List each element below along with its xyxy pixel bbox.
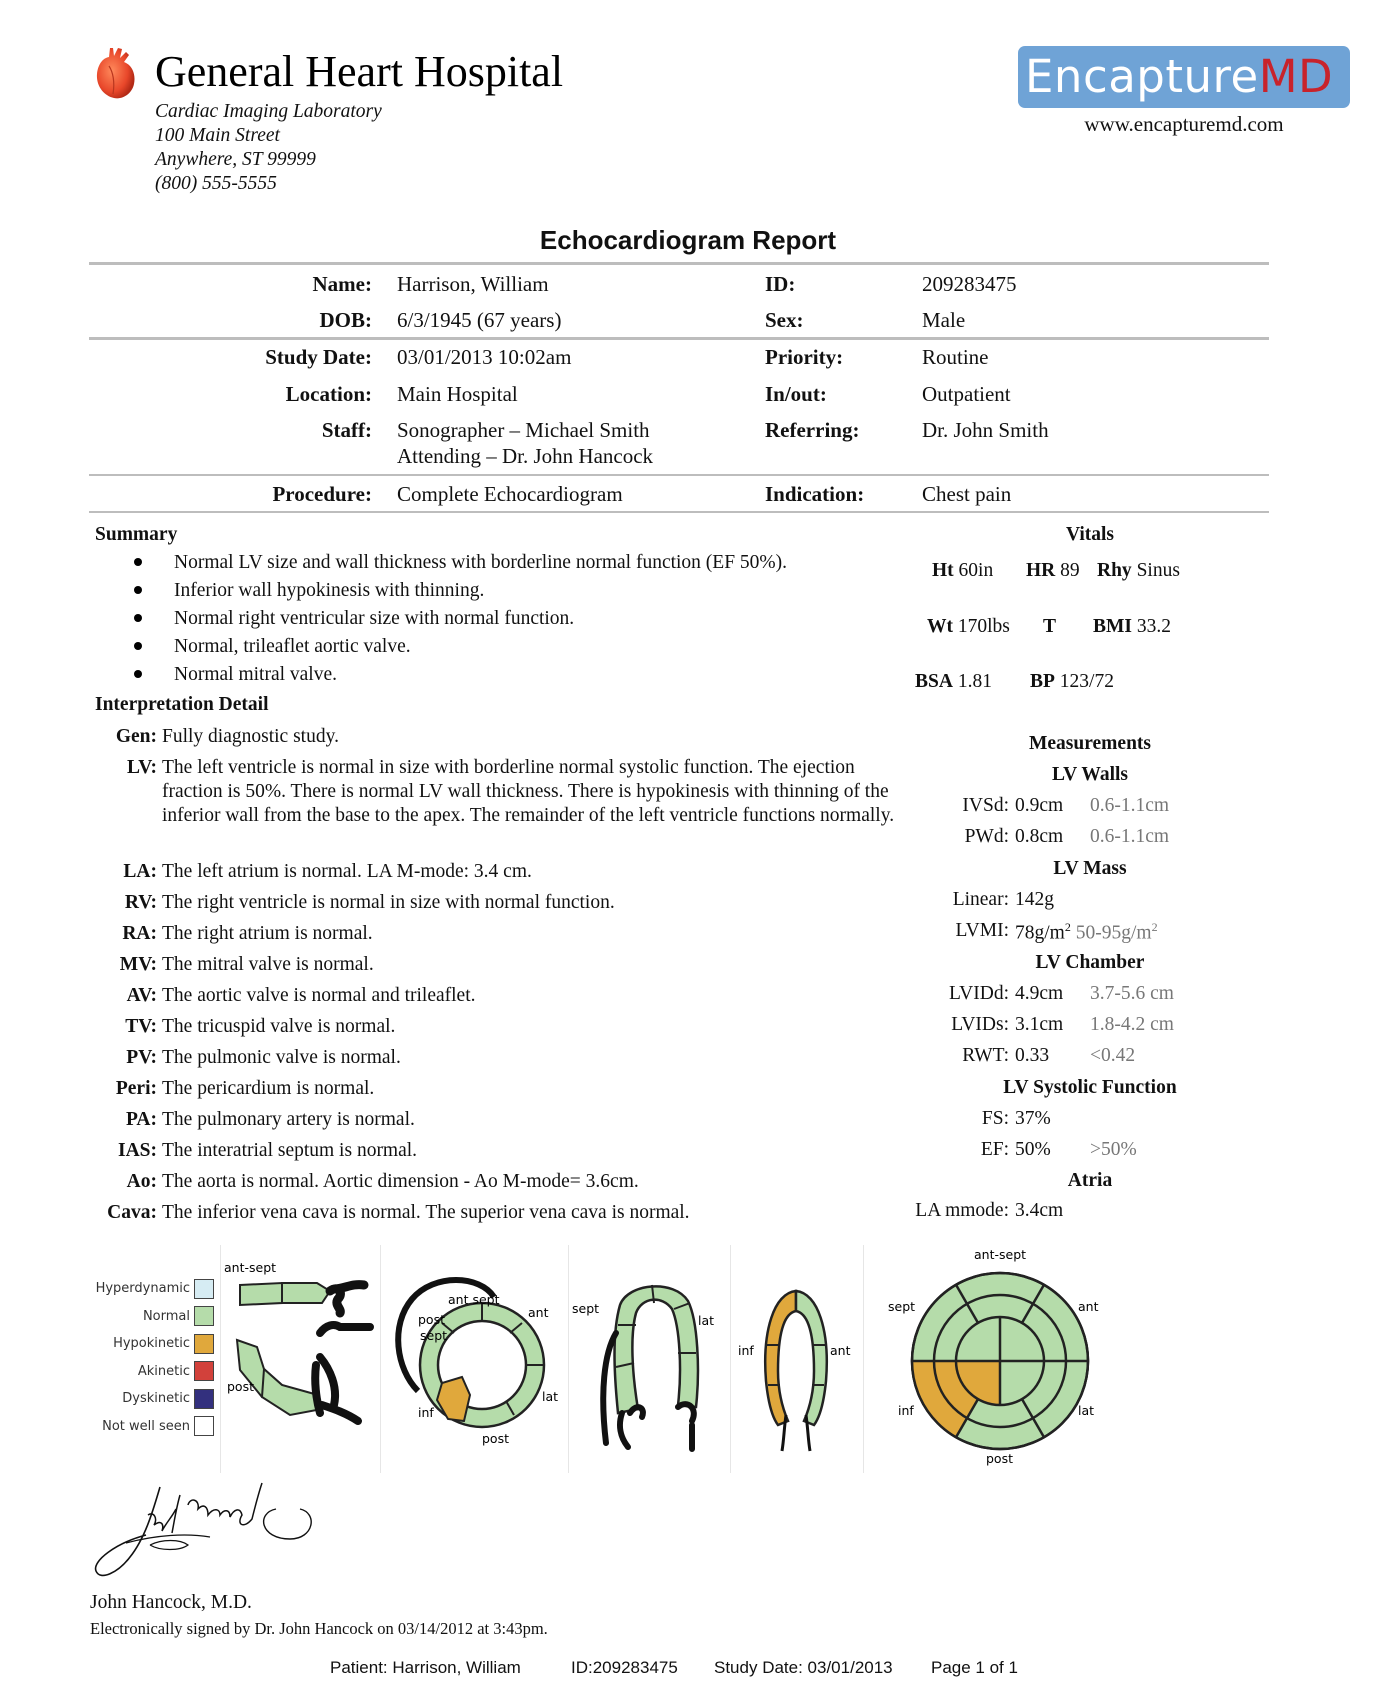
measure-lvmi: LVMI: $78g/m^2$ $50-95g/m^2$ [955,920,1158,944]
inout-label: In/out: [765,382,827,406]
panel-divider [380,1245,381,1473]
brand-url[interactable]: www.encapturemd.com [1084,112,1284,136]
interp-ra: RA: The right atrium is normal. [122,923,373,944]
panel-divider [863,1245,864,1473]
interpretation-heading: Interpretation Detail [95,694,269,715]
street: 100 Main Street [155,125,280,146]
interp-ias: IAS: The interatrial septum is normal. [117,1140,418,1161]
measure-fs: FS: 37% [981,1108,1051,1129]
measure-pwd: PWd: 0.8cm 0.6-1.1cm [964,826,1170,847]
legend-hypokinetic: Hypokinetic [92,1330,214,1358]
legend-not-well-seen: Not well seen [92,1413,214,1441]
lv-systolic-heading: LV Systolic Function [1003,1077,1177,1098]
sex-label: Sex: [765,308,804,332]
patient-sex: Male [922,308,966,332]
measure-rwt: RWT: 0.33 <0.42 [962,1045,1136,1066]
location: Main Hospital [397,382,518,406]
bullseye-label-ant-sept: ant-sept [974,1247,1027,1262]
study-date: 03/01/2013 10:02am [397,345,572,369]
anatomical-heart-icon [92,44,142,102]
legend-hyperdynamic: Hyperdynamic [92,1275,214,1303]
bullseye-label-sept: sept [888,1299,916,1314]
procedure-label: Procedure: [272,482,372,506]
city: Anywhere, ST 99999 [155,149,316,170]
sax-label-lat: lat [542,1389,559,1404]
patient-dob: 6/3/1945 (67 years) [397,308,562,332]
interp-pv: PV: The pulmonic valve is normal. [126,1047,401,1068]
summary-item: Normal, trileaflet aortic valve. [134,636,411,658]
bullseye-label-inf: inf [898,1403,914,1418]
summary-heading: Summary [95,524,178,545]
priority: Routine [922,345,989,369]
summary-item: Normal mitral valve. [134,664,337,686]
measure-ef: EF: 50% >50% [980,1139,1137,1160]
referring-label: Referring: [765,418,860,442]
sax-diagram [382,1245,568,1473]
summary-item: Inferior wall hypokinesis with thinning. [134,580,484,602]
indication: Chest pain [922,482,1012,506]
divider [89,337,1269,340]
bullseye-label-post: post [986,1451,1013,1466]
interp-av: AV: The aortic valve is normal and trileaflet. [126,985,476,1006]
a4c-diagram [570,1245,730,1473]
panel-divider [220,1245,221,1473]
a2c-label-right: ant [830,1343,851,1358]
wall-motion-legend [92,1275,214,1440]
indication-label: Indication: [765,482,865,506]
sax-label-post: post [418,1312,445,1327]
referring: Dr. John Smith [922,418,1049,442]
panel-divider [730,1245,731,1473]
bullseye-label-ant: ant [1078,1299,1099,1314]
footer-patient: Patient: Harrison, William [330,1658,521,1677]
patient-name: Harrison, William [397,272,549,296]
sax-label-post-bottom: post [482,1431,509,1446]
measure-lvidd: LVIDd: 4.9cm 3.7-5.6 cm [949,983,1174,1004]
footer-page: Page 1 of 1 [931,1658,1018,1677]
summary-item: Normal right ventricular size with normal function. [134,608,574,630]
phone: (800) 555-5555 [155,173,277,194]
brand-suffix: MD [1258,50,1334,103]
lv-mass-heading: LV Mass [1053,858,1127,879]
name-label: Name: [312,272,372,296]
dob-label: DOB: [319,308,372,332]
panel-divider [568,1245,569,1473]
a2c-label-left: inf [738,1343,754,1358]
hospital-name: General Heart Hospital [155,47,564,96]
a4c-label-right: lat [698,1313,715,1328]
a4c-label-left: sept [572,1301,600,1316]
vital-wt: Wt 170lbs [927,616,1010,637]
plax-label-bottom: post [227,1379,254,1394]
priority-label: Priority: [765,345,844,369]
signature-image [90,1475,360,1585]
interp-cava: Cava: The inferior vena cava is normal. The superior vena cava is normal. [107,1202,690,1223]
interp-rv: RV: The right ventricle is normal in size with normal function. [124,892,615,913]
interp-mv: MV: The mitral valve is normal. [119,954,374,975]
vital-bsa: BSA 1.81 [915,671,992,692]
vital-temp: T [1043,616,1057,637]
sax-label-ant: ant [528,1305,549,1320]
staff-label: Staff: [321,418,372,442]
vital-rhythm: Rhy Sinus [1097,560,1180,581]
sax-label-inf: inf [418,1405,434,1420]
hospital-address [155,100,382,196]
interp-lv: LV: The left ventricle is normal in size with borderline normal systolic function. The ejection fraction is 50%. There is normal LV wall thickness. There is hypokinesis with thinning of the inferior wall from the base to the apex. The remainder of the left ventricle functions normally. [126,757,895,826]
measure-ivsd: IVSd: 0.9cm 0.6-1.1cm [962,795,1170,816]
inout: Outpatient [922,382,1011,406]
location-label: Location: [285,382,372,406]
signer-name: John Hancock, M.D. [90,1592,252,1613]
divider [89,511,1269,513]
interp-ao: Ao: The aorta is normal. Aortic dimension - Ao M-mode= 3.6cm. [126,1171,639,1192]
measure-linear: Linear: 142g [952,889,1054,910]
procedure: Complete Echocardiogram [397,482,623,506]
sax-label-sept: sept [420,1328,448,1343]
plax-diagram [222,1245,380,1473]
interp-tv: TV: The tricuspid valve is normal. [125,1016,396,1037]
measurements-heading: Measurements [1028,733,1152,754]
divider [89,262,1269,265]
lab-name: Cardiac Imaging Laboratory [155,101,382,122]
footer-id: ID:209283475 [571,1658,678,1677]
atria-heading: Atria [1067,1170,1113,1191]
lv-walls-heading: LV Walls [1051,764,1129,785]
signature-note: Electronically signed by Dr. John Hancock on 03/14/2012 at 3:43pm. [90,1619,548,1638]
vitals-heading: Vitals [1065,524,1115,545]
brand-prefix: Encapture [1025,50,1259,103]
interp-gen: Gen: Fully diagnostic study. [115,726,339,747]
vital-bmi: BMI 33.2 [1093,616,1171,637]
bullseye-diagram [880,1245,1120,1473]
vital-hr: HR 89 [1026,560,1080,581]
interp-la: LA: The left atrium is normal. LA M-mode: 3.4 cm. [123,861,532,882]
summary-item: Normal LV size and wall thickness with borderline normal function (EF 50%). [134,552,787,574]
legend-akinetic: Akinetic [92,1358,214,1386]
sax-label-ant-sept: ant sept [448,1292,500,1307]
lv-chamber-heading: LV Chamber [1035,952,1145,973]
plax-label-top: ant-sept [224,1260,277,1275]
legend-normal: Normal [92,1303,214,1331]
bullseye-label-lat: lat [1078,1403,1095,1418]
vital-ht: Ht 60in [932,560,994,581]
report-title: Echocardiogram Report [539,225,837,255]
a2c-diagram [732,1245,862,1473]
vital-bp: BP 123/72 [1030,671,1114,692]
id-label: ID: [765,272,796,296]
legend-dyskinetic: Dyskinetic [92,1385,214,1413]
divider [89,474,1269,476]
footer-study-date: Study Date: 03/01/2013 [714,1658,893,1677]
study-date-label: Study Date: [265,345,372,369]
staff-attending: Attending – Dr. John Hancock [397,444,654,468]
measure-la-mmode: LA mmode: 3.4cm [915,1200,1064,1221]
staff-sonographer: Sonographer – Michael Smith [397,418,650,442]
interp-peri: Peri: The pericardium is normal. [115,1078,375,1099]
measure-lvids: LVIDs: 3.1cm 1.8-4.2 cm [951,1014,1174,1035]
interp-pa: PA: The pulmonary artery is normal. [125,1109,415,1130]
encapturemd-logo [1018,46,1350,108]
patient-id: 209283475 [922,272,1017,296]
